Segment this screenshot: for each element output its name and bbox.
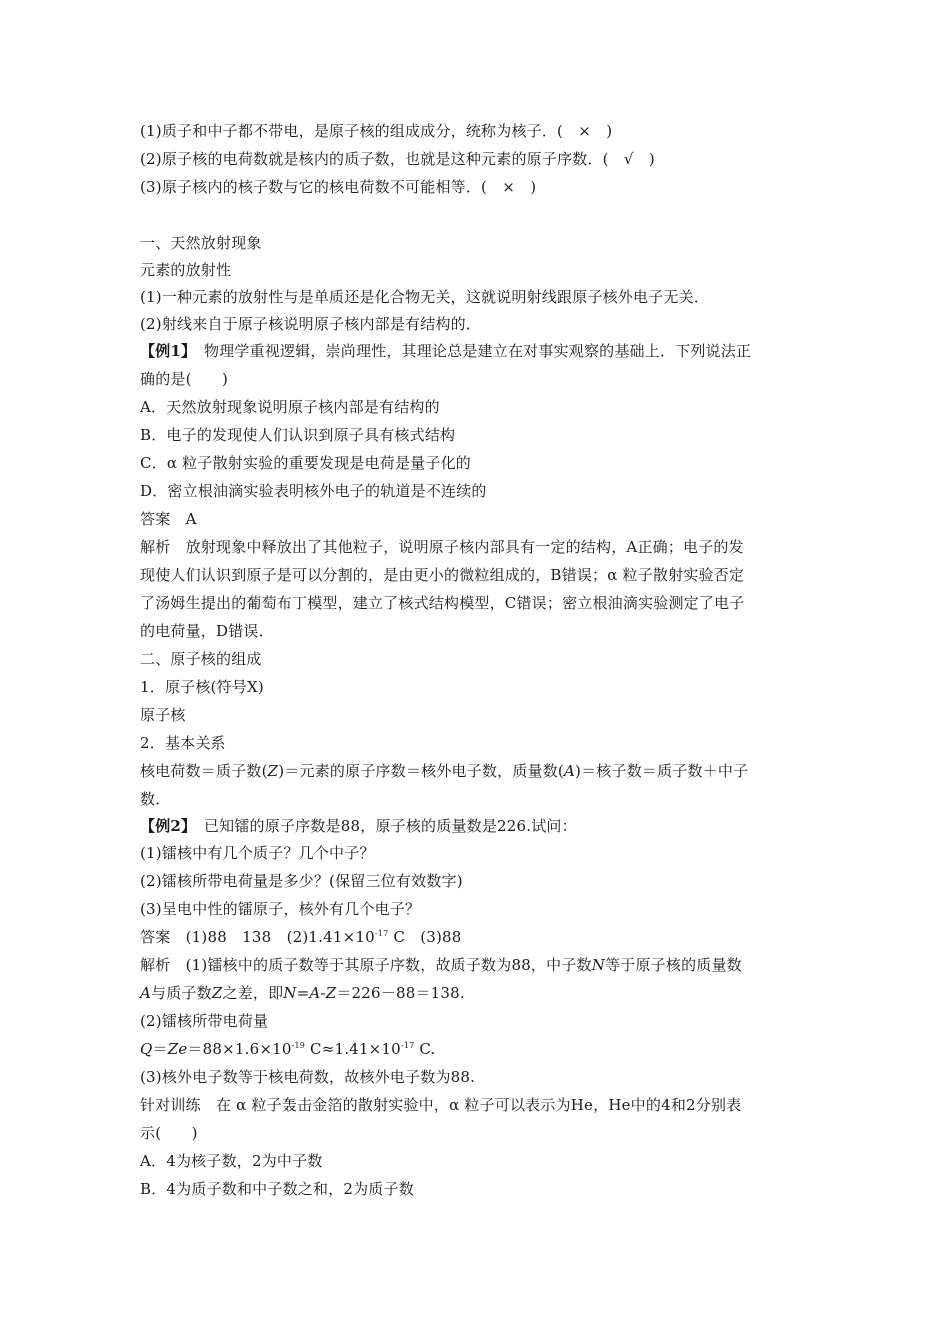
relation-text: )＝核子数＝质子数＋中子 [575,762,749,780]
example-2-analysis-line-2 [140,982,820,1004]
example-1-analysis-line-1: 解析 放射现象中释放出了其他粒子，说明原子核内部具有一定的结构，A正确；电子的发 [140,538,744,556]
analysis-text: C. [414,1040,436,1058]
example-2-answer [140,926,820,948]
example-1-option-b: B．电子的发现使人们认识到原子具有核式结构 [140,426,456,444]
practice-option-b: B．4为质子数和中子数之和，2为质子数 [140,1180,414,1198]
section-1-subtitle: 元素的放射性 [140,261,232,279]
analysis-text: 与质子数 [151,984,212,1002]
symbol-n: N [591,956,606,974]
analysis-text: 之差，即 [222,984,284,1002]
radioactivity-point-1: (1)一种元素的放射性与是单质还是化合物无关，这就说明射线跟原子核外电子无关． [140,288,710,306]
analysis-text: ＝226－88＝138. [336,984,465,1002]
symbol-a: A [564,762,576,780]
symbol-z: Z [267,762,279,780]
basic-relation-item: 2．基本关系 [140,734,226,752]
example-2-sub-2: (2)镭核所带电荷量是多少？(保留三位有效数字) [140,872,463,890]
example-2-sub-3: (3)呈电中性的镭原子，核外有几个电子？ [140,900,421,918]
example-1-tag: 【例1】 [140,342,189,360]
example-2-question-text: 已知镭的原子序数是88，原子核的质量数是226.试问： [188,817,577,835]
example-1-question-line-2: 确的是( ) [140,370,229,388]
judge-item-3: (3)原子核内的核子数与它的核电荷数不可能相等．( × ) [140,178,537,196]
example-2-analysis-line-5: (3)核外电子数等于核电荷数，故核外电子数为88. [140,1068,476,1086]
basic-relation-line-1 [140,760,820,782]
exponent: -17 [374,929,389,938]
judge-item-1: (1)质子和中子都不带电，是原子核的组成成分，统称为核子．( × ) [140,122,613,140]
analysis-text: ＝ [152,1040,168,1058]
basic-relation-line-2: 数． [140,790,171,808]
symbol-z: Z [211,984,223,1002]
example-2-analysis-line-4 [140,1038,820,1060]
example-1-analysis-line-2: 现使人们认识到原子是可以分割的，是由更小的微粒组成的，B错误；α 粒子散射实验否定 [140,566,745,584]
example-2-analysis-line-3: (2)镭核所带电荷量 [140,1012,269,1030]
example-1-analysis-line-3: 了汤姆生提出的葡萄布丁模型，建立了核式结构模型，C错误；密立根油滴实验测定了电子 [140,594,745,612]
symbol-ze: Ze [167,1040,188,1058]
judge-item-2: (2)原子核的电荷数就是核内的质子数，也就是这种元素的原子序数．( √ ) [140,150,655,168]
answer-text: 答案 (1)88 138 (2)1.41×10 [140,928,375,946]
nucleus-label: 原子核 [140,706,186,724]
example-2-analysis-line-1 [140,954,820,976]
symbol-q: Q [140,1040,153,1058]
radioactivity-point-2: (2)射线来自于原子核说明原子核内部是有结构的． [140,315,482,333]
equation-nz: N=A-Z [283,984,337,1002]
section-2-title: 二、原子核的组成 [140,650,262,668]
nucleus-symbol-item: 1．原子核(符号X) [140,678,264,696]
example-2-question [140,815,820,837]
practice-option-a: A．4为核子数，2为中子数 [140,1152,323,1170]
example-2-sub-1: (1)镭核中有几个质子？几个中子？ [140,844,375,862]
example-1-option-c: C．α 粒子散射实验的重要发现是电荷是量子化的 [140,454,471,472]
example-1-answer: 答案 A [140,510,197,528]
example-1-question-line-1 [140,340,820,362]
analysis-text: ＝88×1.6×10 [187,1040,292,1058]
example-1-option-a: A．天然放射现象说明原子核内部是有结构的 [140,398,440,416]
analysis-text: C≈1.41×10 [305,1040,401,1058]
exponent: -17 [400,1041,415,1050]
practice-question-line-1: 针对训练 在 α 粒子轰击金箔的散射实验中，α 粒子可以表示为He，He中的4和2分别表 [140,1096,742,1114]
example-1-analysis-line-4: 的电荷量，D错误． [140,622,274,640]
exponent: -19 [291,1041,306,1050]
relation-text: )＝元素的原子序数＝核外电子数，质量数( [278,762,564,780]
example-1-option-d: D．密立根油滴实验表明核外电子的轨道是不连续的 [140,482,487,500]
example-1-question-text: 物理学重视逻辑，崇尚理性，其理论总是建立在对事实观察的基础上．下列说法正 [188,342,752,360]
analysis-text: 解析 (1)镭核中的质子数等于其原子序数，故质子数为88，中子数 [140,956,592,974]
example-2-tag: 【例2】 [140,817,189,835]
relation-text: 核电荷数＝质子数( [140,762,268,780]
answer-text: C (3)88 [388,928,462,946]
symbol-a: A [140,984,152,1002]
analysis-text: 等于原子核的质量数 [605,956,742,974]
practice-question-line-2: 示( ) [140,1124,198,1142]
section-1-title: 一、天然放射现象 [140,234,262,252]
